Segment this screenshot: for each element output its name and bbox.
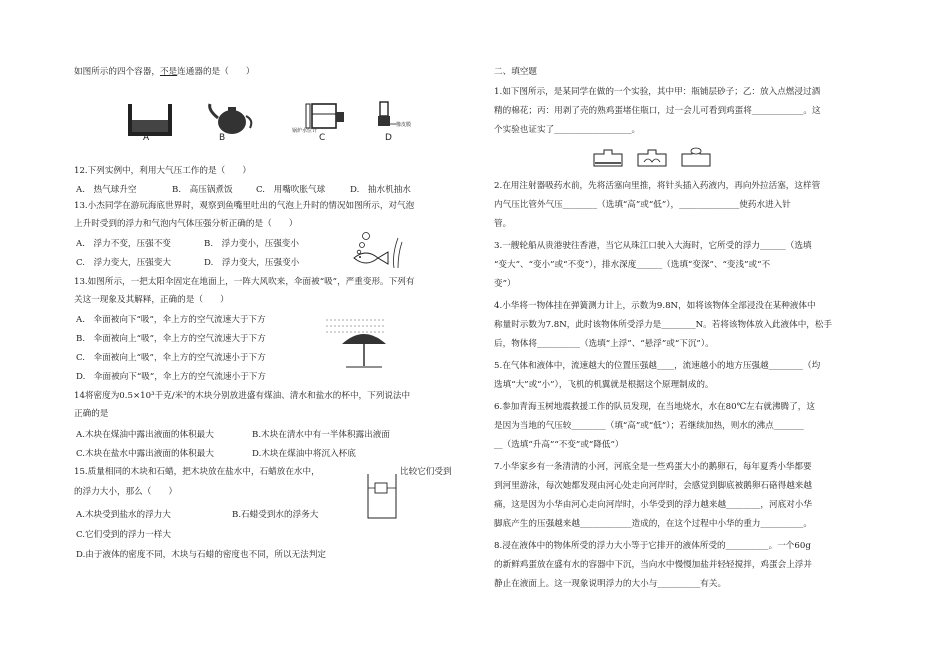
fill-q6-line2: 是因为当地的气压较________（填“高”或“低”）；若继续加热，则水的沸点_______ <box>494 421 804 431</box>
fill-q6-line1: 6.参加青海玉树地震救援工作的队员发现，在当地烧水，水在80℃左右就沸腾了，这 <box>494 402 815 412</box>
fill-q6-line3: __（选填“升高”“不变”或“降低”） <box>494 440 624 450</box>
q13b-option-c: C. 伞面被向上“吸”，伞上方的空气流速小于下方 <box>76 353 266 363</box>
fish-bubble-figure <box>336 230 406 270</box>
section-heading: 二、填空题 <box>494 67 537 77</box>
q15-option-c: C.它们受到的浮力一样大 <box>76 530 171 540</box>
q11-fig-c-label: 锅炉水位计 <box>292 128 318 134</box>
q13b-stem-line1: 13.如图所示，一把太阳伞固定在地面上，一阵大风吹来，伞面被“吸”，严重变形。下列有 <box>74 277 415 287</box>
fill-q7-line4: 脚底产生的压强越来越____________造成的，在这个过程中小华的重力__________。 <box>494 519 812 529</box>
fill-q3-line2: “变大”、“变小”或“不变”），排水深度______（选填“变深”、“变浅”或“不 <box>494 260 771 270</box>
fill-q8-line2: 的新鲜鸡蛋放在盛有水的容器中下沉，当向水中慢慢加盐并轻轻搅拌，鸡蛋会上浮并 <box>494 560 812 570</box>
q13b-option-a: A. 伞面被向下“吸”，伞上方的空气流速大于下方 <box>76 315 266 325</box>
q14-option-a: A.木块在煤油中露出液面的体积最大 <box>76 430 214 440</box>
fill-q8-line1: 8.浸在液体中的物体所受的浮力大小等于它排开的液体所受的__________。一个60g <box>494 541 811 551</box>
q14-option-b: B.木块在清水中有一半体积露出液面 <box>252 430 390 440</box>
fill-q7-line3: 痛，这是因为小华由河心走向河岸时，小华受到的浮力越来越________，河底对小华 <box>494 500 812 510</box>
q13a-option-c: C. 浮力变大，压强变大 <box>76 258 171 268</box>
q11-stem: 如图所示的四个容器，不是连通器的是（ ） <box>74 67 255 77</box>
fill-q7-line2: 到河里游泳，每次她都发现由河心处走向河岸时，会感觉到脚底被鹅卵石硌得越来越 <box>494 481 812 491</box>
fill-q3-line1: 3.一艘轮船从贵港驶往香港，当它从珠江口驶入大海时，它所受的浮力______（选填 <box>494 241 812 251</box>
fill-q4-line2: 称量时示数为7.8N，此时该物体所受浮力是________N。若将该物体放入此液体中，松手 <box>494 320 833 330</box>
q13b-option-d: D. 伞面被向下“吸”，伞上方的空气流速小于下方 <box>76 372 266 382</box>
q14-option-c: C.木块在盐水中露出液面的体积最大 <box>76 449 214 459</box>
q15-stem-line2: 的浮力大小，那么（ ） <box>74 487 178 497</box>
q13a-option-b: B. 浮力变小，压强变小 <box>204 239 299 249</box>
q11-fig-label-c: C <box>319 133 326 143</box>
fill-q2-line3: 管。 <box>494 219 512 229</box>
q12-option-b: B. 高压锅煮饭 <box>172 185 233 195</box>
q13a-option-a: A. 浮力不变，压强不变 <box>76 239 171 249</box>
q13b-option-b: B. 伞面被向上“吸”，伞上方的空气流速大于下方 <box>76 334 266 344</box>
q13a-stem-line2: 上升时受到的浮力和气泡内气体压强分析正确的是（ ） <box>74 219 298 229</box>
q15-option-d: D.由于液体的密度不同，木块与石蜡的密度也不同，所以无法判定 <box>76 550 326 560</box>
q12-option-a: A. 热气球升空 <box>76 185 137 195</box>
q14-stem-line2: 正确的是 <box>74 409 109 419</box>
fill-q8-line3: 静止在液面上。这一现象说明浮力的大小与__________有关。 <box>494 579 727 589</box>
q13a-option-d: D. 浮力变大，压强变小 <box>204 258 300 268</box>
three-jars-figure <box>590 146 720 170</box>
fill-q1-line1: 1.如下图所示，是某同学在做的一个实验，其中甲：瓶铺层砂子；乙：放入点燃浸过酒 <box>494 87 821 97</box>
fill-q5-line1: 5.在气体和液体中，流速越大的位置压强越____，流速越小的地方压强越________（均 <box>494 361 821 371</box>
fill-q3-line3: 变”） <box>494 279 516 289</box>
q15-option-a: A.木块受到盐水的浮力大 <box>76 510 171 520</box>
fill-q1-line3: 个实验也证实了__________________。 <box>494 125 641 135</box>
fill-q7-line1: 7.小华家乡有一条清清的小河，河底全是一些鸡蛋大小的鹅卵石，每年夏秀小华都要 <box>494 462 812 472</box>
fill-q2-line1: 2.在用注射器吸药水前，先将活塞向里推，将针头插入药液内，再向外拉活塞，这样管 <box>494 181 821 191</box>
q12-stem: 12.下列实例中，利用大气压工作的是（ ） <box>74 166 251 176</box>
q12-option-d: D. 抽水机抽水 <box>350 185 411 195</box>
q13a-stem-line1: 13.小杰同学在游玩海底世界时，观察到鱼嘴里吐出的气泡上升时的情况如图所示，对气泡 <box>74 201 415 211</box>
q15-option-b: B.石蜡受到水的浮务大 <box>232 510 319 520</box>
fill-q1-line2: 精的棉花；丙：用剥了壳的熟鸡蛋堵住瓶口，过一会儿可看到鸡蛋将____________。这 <box>494 106 821 116</box>
q15-stem-line1b: 比较它们受到 <box>400 467 452 477</box>
umbrella-figure <box>324 312 404 372</box>
q11-fig-label-d: D <box>385 133 392 143</box>
beaker-figure <box>364 470 400 522</box>
q11-fig-label-a: A <box>143 133 150 143</box>
fill-q2-line2: 内气压比管外气压________（选填“高”或“低”），______________使药水进入针 <box>494 200 791 210</box>
fill-q4-line1: 4.小华将一物体挂在弹簧测力计上，示数为9.8N，如将该物体全部浸没在某种液体中 <box>494 301 816 311</box>
fill-q5-line2: 选填“大”或“小”），飞机的机翼就是根据这个原理制成的。 <box>494 380 714 390</box>
q11-fig-d-label: 橡皮膜 <box>396 122 412 128</box>
q14-option-d: D.木块在煤油中将沉入杯底 <box>252 449 356 459</box>
q11-figure <box>124 98 404 146</box>
q11-fig-label-b: B <box>219 133 226 143</box>
q15-stem-line1a: 15.质量相同的木块和石蜡，把木块放在盐水中，石蜡放在水中， <box>74 467 320 477</box>
q14-stem-line1: 14将密度为0.5×10³千克/米³的木块分别放进盛有煤油、清水和盐水的杯中，下列说法中 <box>74 391 411 401</box>
fill-q4-line3: 后，物体将__________（选填“上浮”、“悬浮”或“下沉”）。 <box>494 339 714 349</box>
q13b-stem-line2: 关这一现象及其解释，正确的是（ ） <box>74 295 229 305</box>
q12-option-c: C. 用嘴吹胀气球 <box>256 185 326 195</box>
